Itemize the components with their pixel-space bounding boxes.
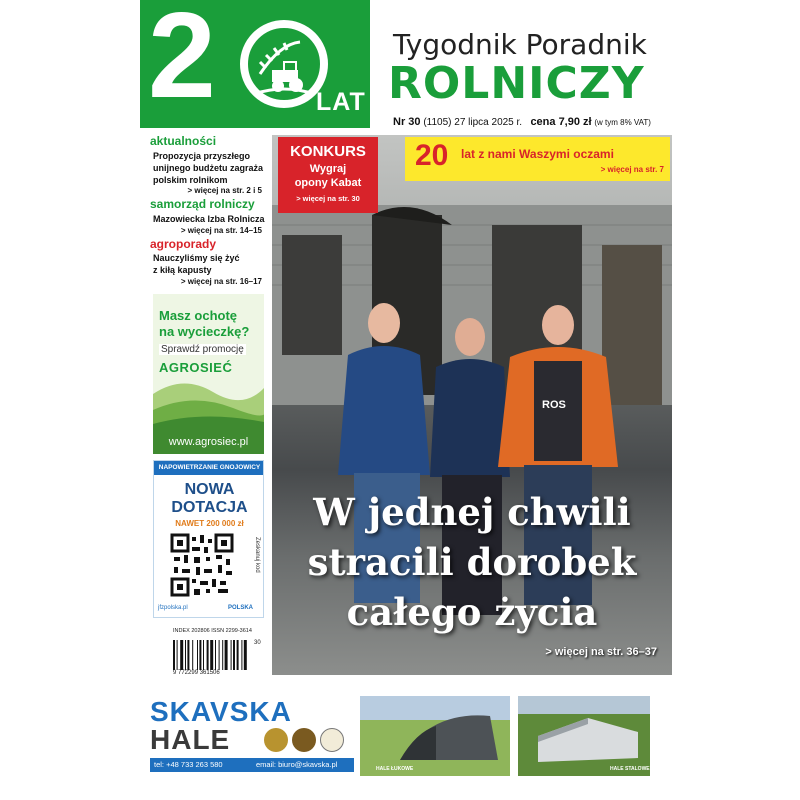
dotacja-ad[interactable] (153, 460, 264, 618)
ad-title1: NOWA (184, 481, 235, 498)
section-more-link[interactable]: > więcej na str. 14–15 (180, 226, 262, 235)
barcode-bar (199, 640, 201, 670)
arched-hall-photo (360, 696, 510, 776)
barcode-bar (210, 640, 213, 670)
konkurs-line1: Wygraj (309, 163, 347, 175)
barcode-bar (203, 640, 204, 670)
ad-line1: Masz ochotę (159, 308, 238, 323)
masthead-title-line2: ROLNICZY (388, 58, 645, 109)
section-heading-agroporady[interactable]: agroporady (150, 237, 217, 251)
barcode-bar (185, 640, 186, 670)
barcode-bar (233, 640, 235, 670)
teaser-line: z kiłą kapusty (153, 265, 212, 275)
ad-title2: DOTACJA (171, 499, 248, 516)
issue-number: Nr 30 (393, 116, 421, 128)
barcode-bar (180, 640, 183, 670)
teaser-line: Propozycja przyszłego (153, 151, 251, 161)
skavska-phone[interactable]: tel: +48 733 263 580 (150, 758, 254, 772)
ad-line2: na wycieczkę? (159, 324, 250, 339)
anniversary-logo (140, 0, 370, 128)
award-badge-icon (292, 728, 316, 752)
barcode-bar (244, 640, 247, 670)
logo-lat: LAT (316, 88, 366, 116)
promo-number: 20 (415, 139, 449, 172)
agrosiec-ad[interactable] (153, 294, 264, 454)
konkurs-line2: opony Kabat (294, 177, 362, 189)
teaser-line: Mazowiecka Izba Rolnicza (153, 214, 265, 224)
issn-index: INDEX 202806 ISSN 2299-3614 (173, 628, 252, 634)
ad-url[interactable]: www.agrosiec.pl (153, 430, 264, 454)
promo-more[interactable]: > więcej na str. 7 (600, 165, 664, 174)
barcode-bar (231, 640, 232, 670)
issue-price: cena 7,90 zł (530, 116, 592, 128)
qr-code-icon[interactable] (170, 533, 234, 597)
barcode-bar (187, 640, 189, 670)
steel-hall-photo (518, 696, 650, 776)
section-heading-samorzad[interactable]: samorząd rolniczy (150, 197, 255, 211)
barcode-bar (215, 640, 216, 670)
promo-20-box[interactable] (405, 137, 670, 181)
barcode-bar (219, 640, 220, 670)
award-badge-icon (320, 728, 344, 752)
section-teaser (153, 252, 271, 276)
masthead-title-line1: Tygodnik Poradnik (393, 28, 647, 61)
ad-side-text: Zeskanuj kod (254, 537, 260, 573)
headline-line3: całego życia (346, 590, 598, 634)
teaser-line: unijnego budżetu zagraża (153, 163, 264, 173)
skavska-brand: SKAVSKA (150, 696, 292, 727)
section-more-link[interactable]: > więcej na str. 16–17 (180, 277, 262, 286)
issue-info (393, 116, 651, 128)
barcode-bar (222, 640, 223, 670)
barcode-bar (173, 640, 175, 670)
shirt-logo: ROS (542, 399, 566, 411)
headline-line2: stracili dorobek (307, 540, 637, 584)
promo-text: lat z nami Waszymi oczami (461, 147, 614, 161)
skavska-email[interactable]: email: biuro@skavska.pl (252, 758, 354, 772)
ad-header: NAPOWIETRZANIE GNOJOWICY (154, 461, 264, 475)
section-heading-aktualnosci[interactable]: aktualności (150, 134, 217, 148)
section-teaser (153, 150, 271, 186)
barcode-digits: 9 772299 361506 (173, 670, 220, 676)
photo-caption1: HALE ŁUKOWE (376, 766, 414, 772)
section-teaser (153, 213, 271, 225)
barcode-bar (177, 640, 178, 670)
issue-vat: (w tym 8% VAT) (594, 118, 651, 127)
skavska-hale: HALE (150, 724, 231, 755)
ad-amount: NAWET 200 000 zł (175, 519, 244, 528)
barcode-issue-suffix: 30 (254, 640, 261, 646)
barcode-bar (237, 640, 239, 670)
konkurs-more[interactable]: > więcej na str. 30 (296, 194, 360, 203)
ad-footer-left[interactable]: jfzpolska.pl (158, 605, 188, 611)
ad-cta: Sprawdź promocję (161, 344, 244, 355)
konkurs-title: KONKURS (290, 143, 366, 160)
konkurs-box[interactable] (278, 137, 378, 213)
barcode-bar (241, 640, 242, 670)
skavska-ad[interactable] (140, 690, 660, 778)
barcode-icon (173, 640, 265, 670)
photo-caption2: HALE STALOWE (610, 766, 650, 772)
barcode-bar (192, 640, 193, 670)
agrosiec-brand: AGROSIEĆ (159, 360, 233, 375)
section-more-link[interactable]: > więcej na str. 2 i 5 (187, 186, 262, 195)
ad-footer-right: POLSKA (228, 605, 254, 611)
barcode-bar (197, 640, 198, 670)
award-badge-icon (264, 728, 288, 752)
issue-detail: (1105) 27 lipca 2025 r. (423, 117, 523, 128)
headline-line1: W jednej chwili (313, 490, 631, 534)
logo-digit: 2 (148, 0, 216, 123)
teaser-line: polskim rolnikom (153, 175, 228, 185)
headline-more[interactable]: > więcej na str. 36–37 (545, 646, 657, 658)
teaser-line: Nauczyliśmy się żyć (153, 253, 240, 263)
barcode-bar (207, 640, 209, 670)
barcode-bar (225, 640, 228, 670)
tractor-icon (246, 30, 322, 100)
